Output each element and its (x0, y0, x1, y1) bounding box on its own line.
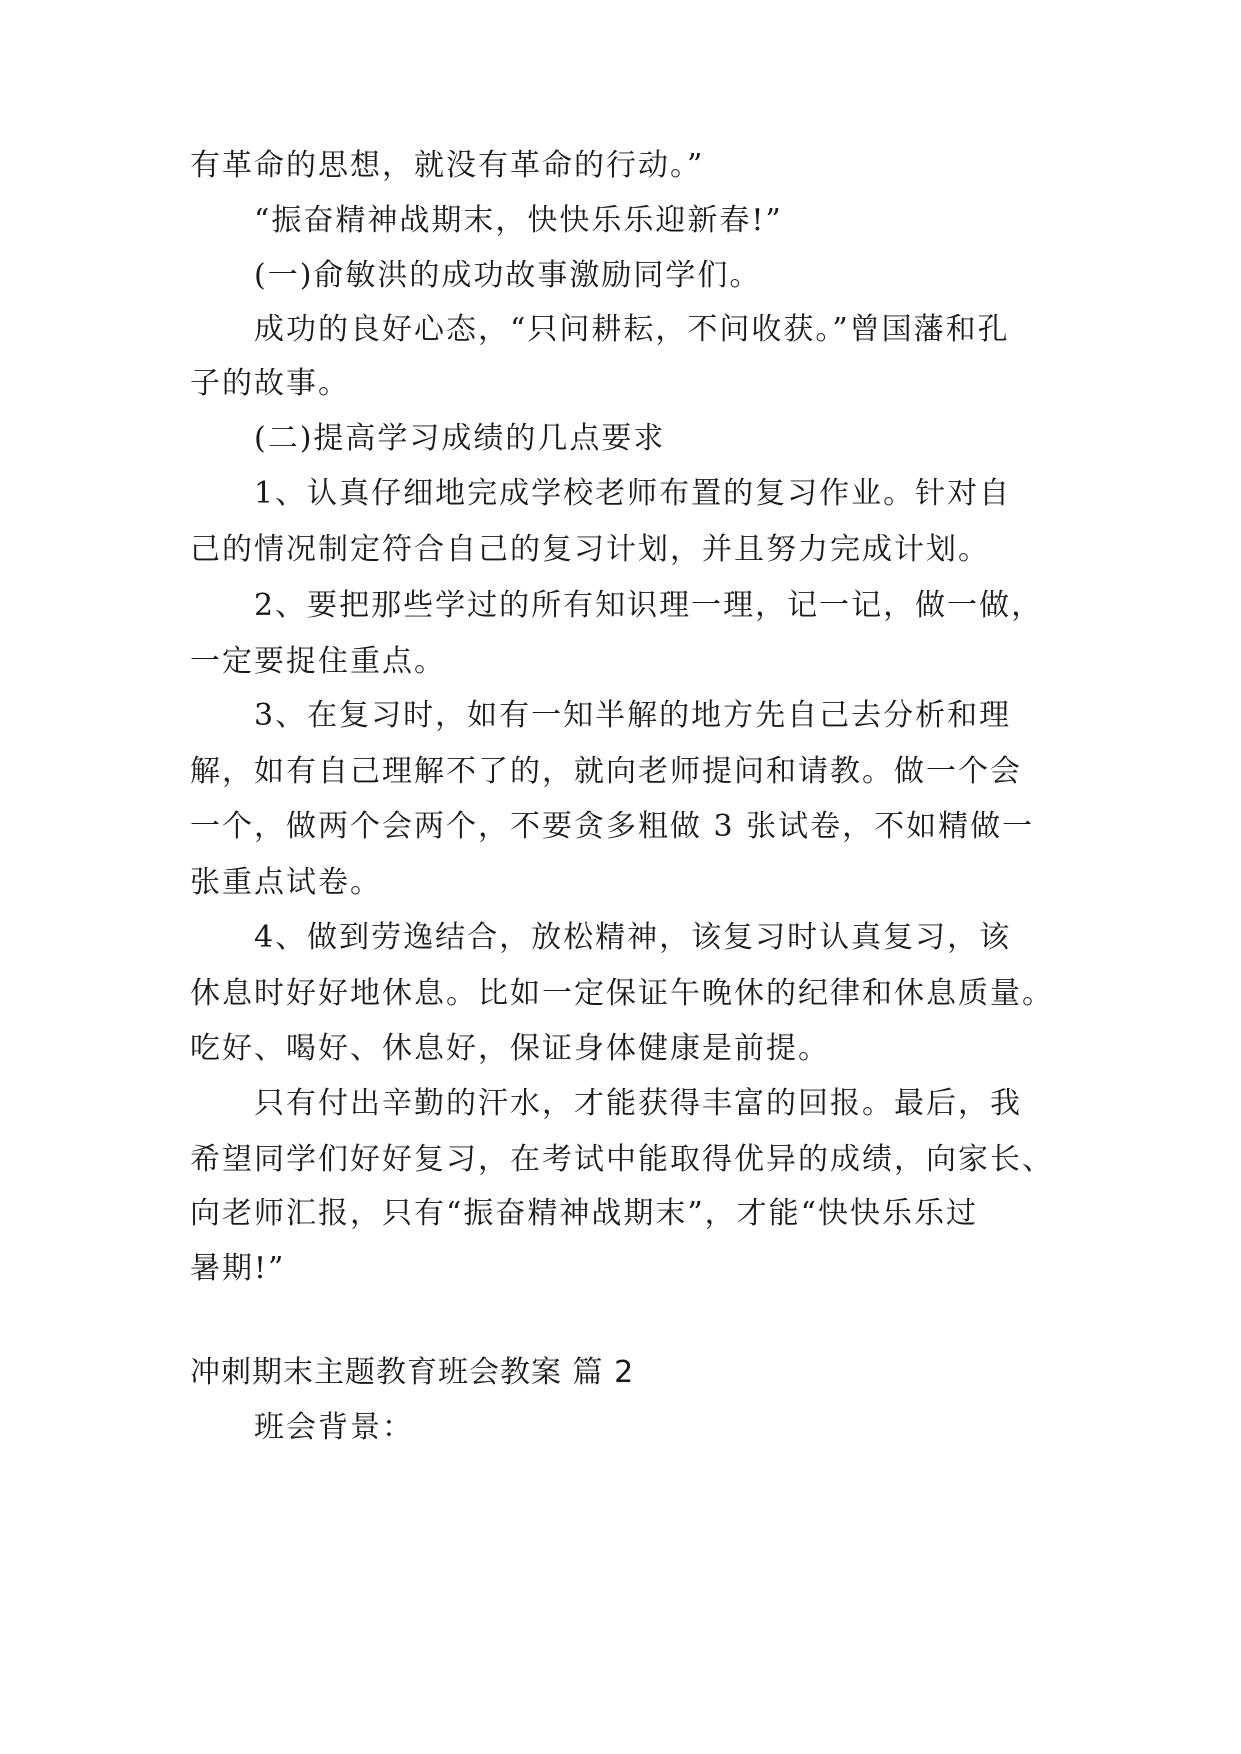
paragraph-line: 向老师汇报，只有“振奋精神战期末”，才能“快快乐乐过 (190, 1196, 979, 1231)
section-heading: 冲刺期末主题教育班会教案 篇 2 (190, 1355, 635, 1390)
paragraph-line: 暑期!” (190, 1251, 286, 1286)
paragraph-line: 一个，做两个会两个，不要贪多粗做 3 张试卷，不如精做一 (190, 809, 1035, 844)
paragraph-line: 2、要把那些学过的所有知识理一理，记一记，做一做， (254, 588, 1044, 623)
paragraph-line: 3、在复习时，如有一知半解的地方先自己去分析和理 (254, 698, 1012, 733)
paragraph-line: 解，如有自己理解不了的，就向老师提问和请教。做一个会 (190, 754, 1022, 789)
paragraph-line: (二)提高学习成绩的几点要求 (254, 421, 666, 456)
paragraph-line: (一)俞敏洪的成功故事激励同学们。 (254, 258, 762, 293)
paragraph-line: 成功的良好心态，“只问耕耘，不问收获。”曾国藩和孔 (254, 312, 1010, 347)
paragraph-line: 班会背景： (254, 1410, 414, 1445)
paragraph-line: 1、认真仔细地完成学校老师布置的复习作业。针对自 (254, 476, 1012, 511)
paragraph-line: 己的情况制定符合自己的复习计划，并且努力完成计划。 (190, 532, 990, 567)
paragraph-line: 4、做到劳逸结合，放松精神，该复习时认真复习，该 (254, 920, 1012, 955)
paragraph-line: 张重点试卷。 (190, 865, 382, 900)
paragraph-line: “振奋精神战期末，快快乐乐迎新春!” (254, 203, 783, 238)
paragraph-line: 只有付出辛勤的汗水，才能获得丰富的回报。最后，我 (254, 1086, 1022, 1121)
paragraph-line: 一定要捉住重点。 (190, 644, 446, 679)
paragraph-line: 休息时好好地休息。比如一定保证午晚休的纪律和休息质量。 (190, 976, 1054, 1011)
paragraph-line: 希望同学们好好复习，在考试中能取得优异的成绩，向家长、 (190, 1142, 1054, 1177)
paragraph-line: 有革命的思想，就没有革命的行动。” (190, 148, 705, 183)
paragraph-line: 吃好、喝好、休息好，保证身体健康是前提。 (190, 1031, 830, 1066)
paragraph-line: 子的故事。 (190, 366, 350, 401)
